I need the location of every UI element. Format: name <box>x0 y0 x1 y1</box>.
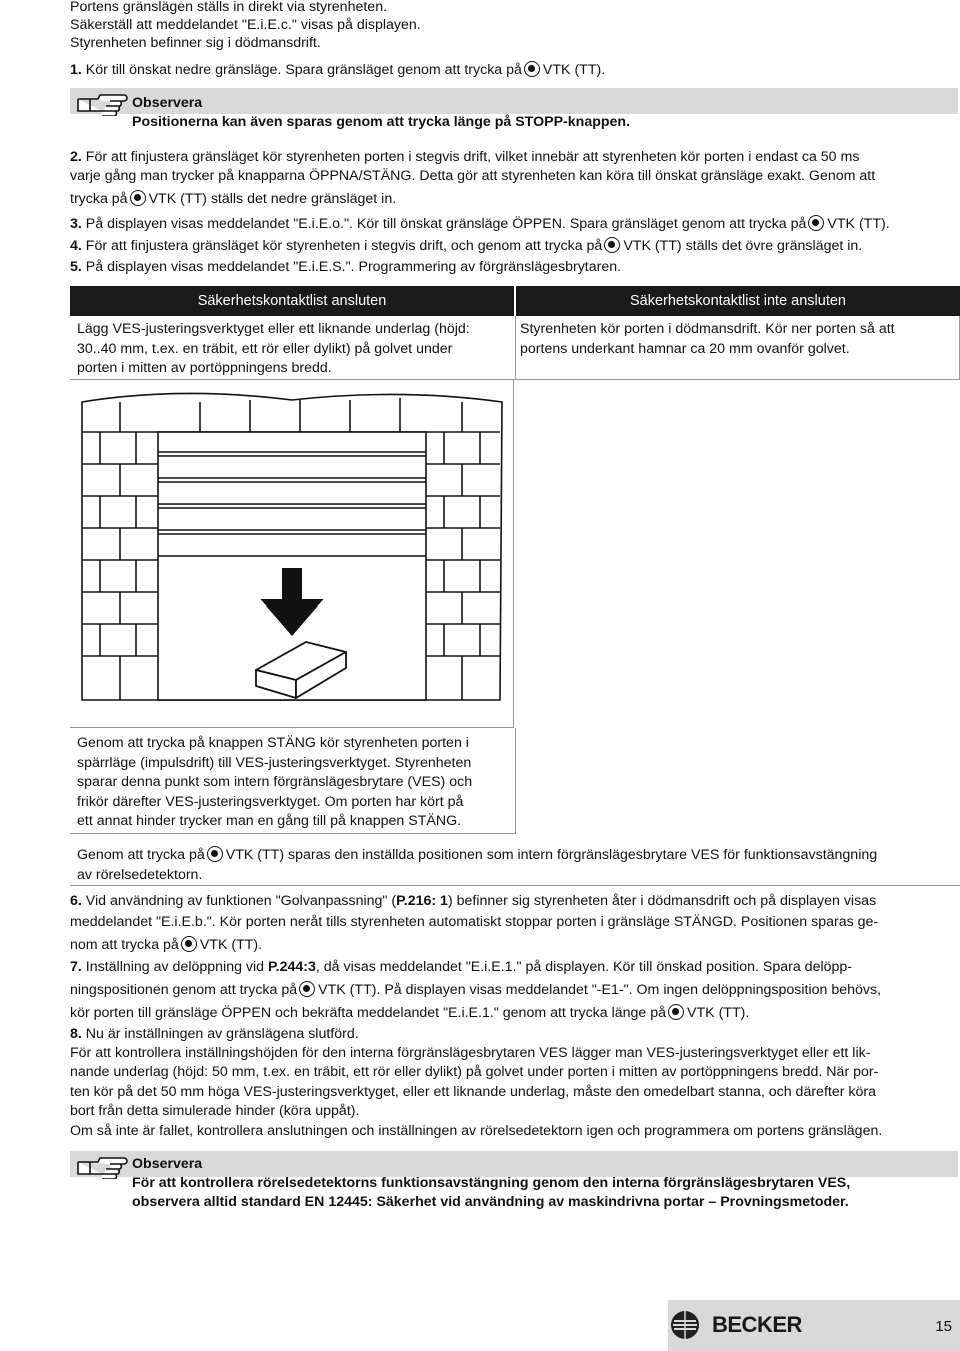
step-2-line-1 <box>70 148 952 166</box>
step-6-line-2: meddelandet "E.i.E.b.". Kör porten neråt tills styrenheten automatiskt stoppar porten i gränsläge STÄNGD. Positionen sparas ge- <box>70 914 879 930</box>
step-text: VTK (TT). <box>199 937 263 953</box>
becker-logo-icon <box>670 1310 700 1340</box>
table-cell-left-1 <box>70 316 516 380</box>
cell-text: Genom att trycka på <box>77 847 205 863</box>
step-4 <box>70 237 952 255</box>
cell-line: 30..40 mm, t.ex. en träbit, ett rör eller dylikt) på golvet under <box>77 340 453 357</box>
cell-line: av rörelsedetektorn. <box>77 866 203 883</box>
page-number: 15 <box>935 1318 952 1335</box>
garage-door-drawing <box>70 380 514 728</box>
door-illustration <box>70 380 514 728</box>
pointing-hand-icon <box>76 1153 128 1179</box>
step-number: 6. <box>70 893 82 909</box>
paragraph-line: ten kör på det 50 mm höga VES-justeringsverktyget, eller ett liknande underlag, måste den omedelbart stanna, och därefter köra <box>70 1084 876 1100</box>
note-text: Positionerna kan även sparas genom att trycka länge på STOPP-knappen. <box>132 114 631 130</box>
table-header-connected: Säkerhetskontaktlist ansluten <box>70 286 514 316</box>
vtk-button-icon <box>808 215 824 231</box>
vtk-button-icon <box>181 936 197 952</box>
step-text: För att finjustera gränsläget kör styrenheten i stegvis drift, och genom att trycka på <box>85 238 603 254</box>
note-observera-1 <box>70 88 958 132</box>
table-cell-full <box>70 834 960 886</box>
parameter-code: P.244:3 <box>268 959 316 975</box>
cell-line: Genom att trycka på knappen STÄNG kör styrenheten porten i <box>77 735 469 751</box>
table-cell-left-3 <box>70 728 516 834</box>
footer-bar <box>668 1300 960 1351</box>
step-number: 8. <box>70 1026 82 1042</box>
step-3 <box>70 215 952 233</box>
brand-name: BECKER <box>712 1312 802 1337</box>
vtk-button-icon <box>524 61 540 77</box>
step-text: Vid användning av funktionen "Golvanpassning" ( <box>85 893 397 909</box>
step-text: Nu är inställningen av gränslägena slutförd. <box>85 1026 359 1042</box>
intro-line-3: Styrenheten befinner sig i dödmansdrift. <box>70 35 321 51</box>
cell-line: portens underkant hamnar ca 20 mm ovanför golvet. <box>520 340 850 357</box>
step-8 <box>70 1025 952 1043</box>
step-text: På displayen visas meddelandet "E.i.E.S.". Programmering av förgränslägesbrytaren. <box>85 259 622 275</box>
step-text: VTK (TT). <box>687 1005 750 1021</box>
step-1 <box>70 61 952 79</box>
paragraph-line: bort från detta simulerade hinder (köra uppåt). <box>70 1103 360 1119</box>
note-title: Observera <box>132 95 203 111</box>
step-text: ) befinner sig styrenheten åter i dödmansdrift och på displayen visas <box>447 893 877 909</box>
cell-line: ett annat hinder trycker man en gång till på knappen STÄNG. <box>77 813 462 829</box>
step-text: VTK (TT) ställs det nedre gränsläget in. <box>148 191 397 207</box>
step-5 <box>70 258 952 276</box>
step-6-line-3 <box>70 936 952 954</box>
step-number: 5. <box>70 259 82 275</box>
step-text: VTK (TT) ställs det övre gränsläget in. <box>623 238 863 254</box>
step-7-line-1 <box>70 958 952 976</box>
cell-line: frikör därefter VES-justeringsverktyget. Om porten har kört på <box>77 793 464 810</box>
cell-text: VTK (TT) sparas den inställda positionen som intern förgränslägesbrytare VES för funktionsavstängning <box>225 847 878 863</box>
step-text: För att finjustera gränsläget kör styrenheten porten i stegvis drift, vilket innebär att styrenheten kör porten i endast ca 50 ms <box>85 149 860 165</box>
step-7-line-2 <box>70 981 952 999</box>
vtk-button-icon <box>668 1004 684 1020</box>
step-2-line-2: varje gång man trycker på knapparna ÖPPNA/STÄNG. Detta gör att styrenheten kan köra till önskat gränsläge exakt. Genom att <box>70 168 876 184</box>
vtk-button-icon <box>130 190 146 206</box>
step-number: 4. <box>70 238 82 254</box>
note-observera-2 <box>70 1151 958 1215</box>
cell-line: spärrläge (impulsdrift) till VES-justeringsverktyget. Styrenheten <box>77 754 472 771</box>
intro-line-2: Säkerställ att meddelandet "E.i.E.c." visas på displayen. <box>70 17 421 33</box>
step-7-line-3 <box>70 1004 952 1022</box>
step-text: kör porten till gränsläge ÖPPEN och bekräfta meddelandet "E.i.E.1." genom att trycka länge på <box>70 1005 667 1021</box>
pointing-hand-icon <box>76 90 128 116</box>
note-text: observera alltid standard EN 12445: Säkerhet vid användning av maskindrivna portar – Provningsmetoder. <box>132 1194 849 1210</box>
step-number: 1. <box>70 62 82 78</box>
cell-line: sparar denna punkt som intern förgränslägesbrytare (VES) och <box>77 774 473 790</box>
step-text: Kör till önskat nedre gränsläge. Spara gränsläget genom att trycka på <box>85 62 522 78</box>
vtk-button-icon <box>207 846 223 862</box>
table-cell-right-1 <box>516 316 960 380</box>
note-title: Observera <box>132 1156 203 1172</box>
step-text: nom att trycka på <box>70 937 179 953</box>
step-text: VTK (TT). På displayen visas meddelandet "-E1-". Om ingen delöppningsposition behövs, <box>318 982 882 998</box>
table-header-not-connected: Säkerhetskontaktlist inte ansluten <box>516 286 960 316</box>
vtk-button-icon <box>299 981 315 997</box>
cell-line: Lägg VES-justeringsverktyget eller ett liknande underlag (höjd: <box>77 321 470 337</box>
cell-line: porten i mitten av portöppningens bredd. <box>77 360 332 376</box>
step-text: VTK (TT). <box>827 216 890 232</box>
step-6-line-1 <box>70 892 952 910</box>
step-text: VTK (TT). <box>542 62 606 78</box>
step-text: ningspositionen genom att trycka på <box>70 982 298 998</box>
step-text: trycka på <box>70 191 128 207</box>
paragraph-line: nande underlag (höjd: 50 mm, t.ex. en träbit, ett rör eller dylikt) på golvet under porten i mitten av portöppningens bredd. När por- <box>70 1064 879 1080</box>
step-2-line-3 <box>70 190 952 208</box>
paragraph-line: Om så inte är fallet, kontrollera anslutningen och inställningen av rörelsedetektorn igen och programmera om portens gränslägen. <box>70 1123 883 1139</box>
paragraph-line: För att kontrollera inställningshöjden för den interna förgränslägesbrytaren VES lägger man VES-justeringsverktyget eller ett lik- <box>70 1045 871 1061</box>
step-number: 2. <box>70 149 82 165</box>
vtk-button-icon <box>604 237 620 253</box>
step-text: På displayen visas meddelandet "E.i.E.o.". Kör till önskat gränsläge ÖPPEN. Spara gränsläget genom att trycka på <box>85 216 807 232</box>
step-number: 3. <box>70 216 82 232</box>
parameter-code: P.216: 1 <box>396 893 448 909</box>
note-text: För att kontrollera rörelsedetektorns funktionsavstängning genom den interna förgränslägesbrytaren VES, <box>132 1175 851 1191</box>
intro-line-1: Portens gränslägen ställs in direkt via styrenheten. <box>70 0 388 15</box>
note-bar <box>70 88 958 114</box>
step-text: , då visas meddelandet "E.i.E.1." på displayen. Kör till önskad position. Spara delöpp- <box>315 959 853 975</box>
step-number: 7. <box>70 959 82 975</box>
cell-line: Styrenheten kör porten i dödmansdrift. Kör ner porten så att <box>520 321 895 337</box>
step-text: Inställning av delöppning vid <box>85 959 265 975</box>
